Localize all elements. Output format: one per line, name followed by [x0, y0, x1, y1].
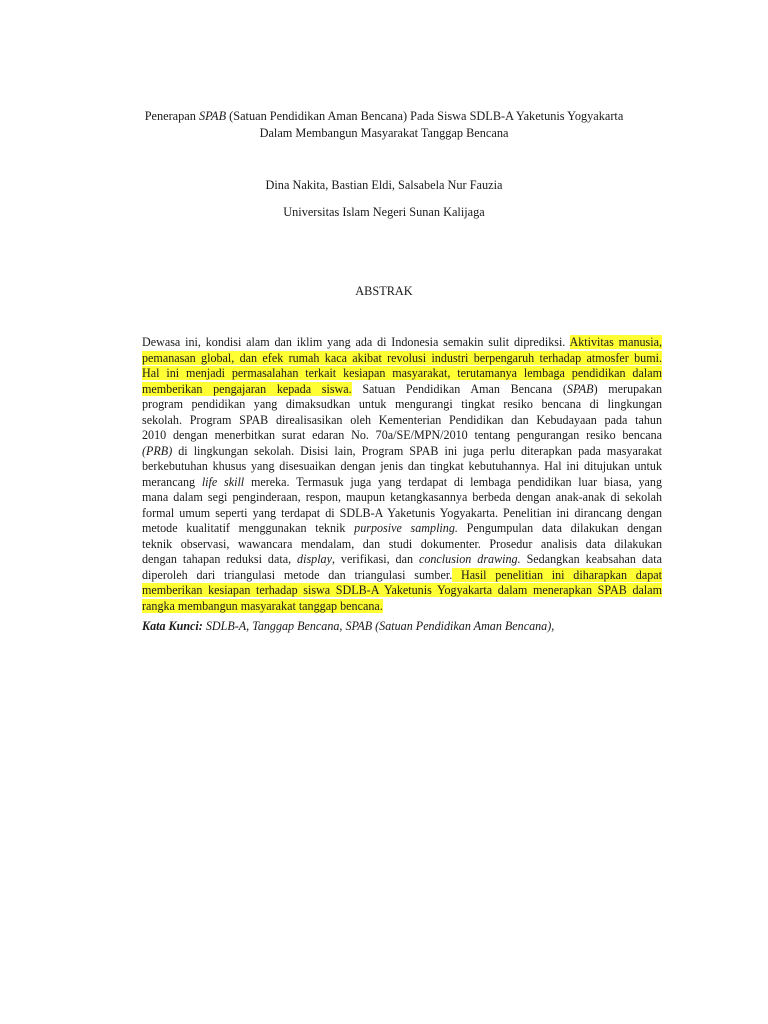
- abstract-line: berkebutuhan khusus yang disesuaikan dengan jenis dan tingkat kebutuhannya. Hal ini ditujukan untuk: [142, 459, 662, 473]
- abstract-line: diperoleh dari triangulasi metode dan triangulasi sumber. Hasil penelitian ini diharapkan dapat: [142, 567, 662, 582]
- abstract-line: metode kualitatif menggunakan teknik purposive sampling. Pengumpulan data dilakukan dengan: [142, 521, 663, 535]
- title-line-2: Dalam Membangun Masyarakat Tanggap Bencana: [259, 126, 509, 140]
- highlighted-text: rangka membangun masyarakat tanggap bencana.: [142, 598, 383, 613]
- abstract-line: (PRB) di lingkungan sekolah. Disisi lain, Program SPAB ini juga perlu diterapkan pada masyarakat: [142, 443, 662, 458]
- abstract-line: [142, 599, 662, 615]
- keywords: [142, 619, 662, 634]
- abstract-line: sekolah. Program SPAB direalisasikan oleh Kementerian Pendidikan dan Kebudayaan pada tahun: [142, 412, 662, 427]
- title-line-1: Penerapan SPAB (Satuan Pendidikan Aman Bencana) Pada Siswa SDLB-A Yaketunis Yogyakarta: [144, 109, 624, 123]
- highlighted-text: Hal ini menjadi permasalahan terkait kesiapan masyarakat, terutamanya lembaga pendidikan dalam: [142, 366, 662, 380]
- highlighted-text: pemanasan global, dan efek rumah kaca akibat revolusi industri berpengaruh terhadap atmosfer bumi.: [142, 350, 662, 365]
- abstract-line: mana dalam segi penginderaan, respon, maupun ketangkasannya berbeda dengan anak-anak di sekolah: [142, 490, 662, 504]
- abstract-line: [142, 583, 662, 599]
- abstract-line: teknik observasi, wawancara mendalam, dan studi dokumenter. Prosedur analisis data dilakukan: [142, 536, 662, 551]
- abstract-line: formal umum seperti yang terdapat di SDLB-A Yaketunis Yogyakarta. Penelitian ini dirancang dengan: [142, 505, 662, 520]
- abstract-line: 2010 dengan menerbitkan surat edaran No. 70a/SE/MPN/2010 tentang pengurangan resiko bencana: [142, 428, 662, 442]
- abstract-line: program pendidikan yang dimaksudkan untuk mengurangi tingkat resiko bencana di lingkungan: [142, 397, 662, 411]
- abstract-line: dengan tahapan reduksi data, display, verifikasi, dan conclusion drawing. Sedangkan keabsahan data: [142, 552, 663, 566]
- keywords-label: Kata Kunci:: [142, 619, 203, 633]
- abstract-line: [142, 366, 662, 382]
- highlighted-text: memberikan pengajaran kepada siswa.: [142, 381, 352, 396]
- abstract-body: [142, 335, 662, 614]
- highlighted-text: Hasil penelitian ini diharapkan dapat: [452, 567, 662, 582]
- highlighted-text: Aktivitas manusia,: [569, 335, 662, 349]
- abstract-line: merancang life skill mereka. Termasuk juga yang terdapat di lembaga pendidikan luar biasa, yang: [142, 474, 662, 489]
- abstract-line: memberikan pengajaran kepada siswa. Satuan Pendidikan Aman Bencana (SPAB) merupakan: [142, 381, 662, 396]
- highlighted-text: memberikan kesiapan terhadap siswa SDLB-A Yaketunis Yogyakarta dalam menerapkan SPAB dalam: [142, 583, 662, 597]
- author-list: Dina Nakita, Bastian Eldi, Salsabela Nur Fauzia: [265, 178, 503, 192]
- keywords-text: SDLB-A, Tanggap Bencana, SPAB (Satuan Pendidikan Aman Bencana),: [202, 619, 555, 633]
- title-italic-spab: SPAB: [198, 109, 227, 123]
- abstract-line: Dewasa ini, kondisi alam dan iklim yang ada di Indonesia semakin sulit diprediksi. Aktivitas manusia,: [142, 335, 662, 349]
- affiliation: Universitas Islam Negeri Sunan Kalijaga: [283, 205, 485, 219]
- abstract-line: [142, 351, 662, 367]
- paper-title: [110, 108, 658, 142]
- abstract-heading: ABSTRAK: [355, 284, 413, 298]
